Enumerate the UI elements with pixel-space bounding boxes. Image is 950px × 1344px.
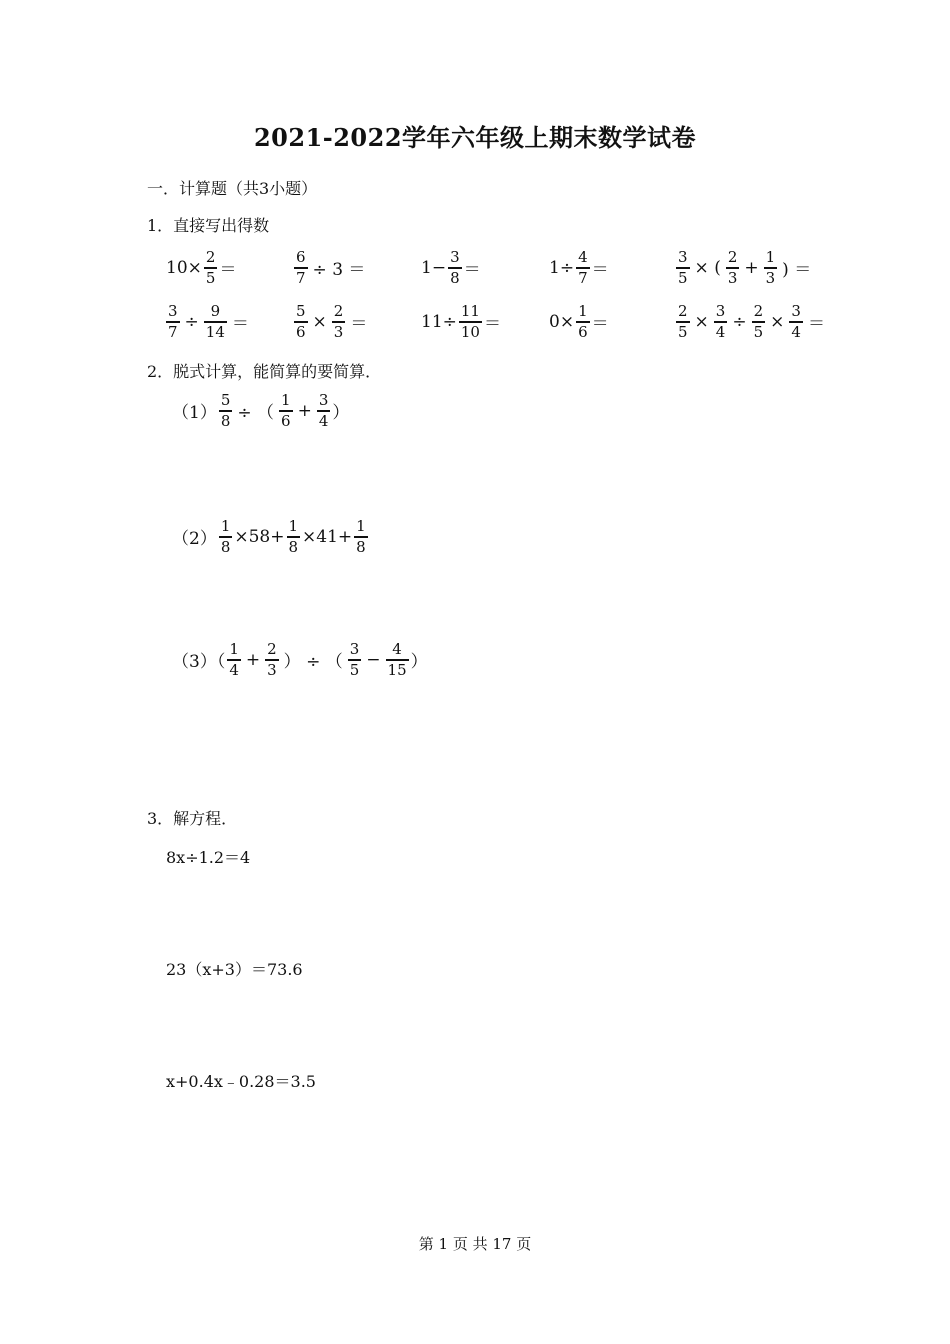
fraction: $\frac{2}{3}$ (727, 248, 738, 287)
q1-item-9: 0× $\frac{1}{6}$ ＝ (549, 302, 609, 341)
question-1-label: 1．直接写出得数 (147, 216, 270, 235)
fraction: $\frac{3}{4}$ (318, 391, 329, 430)
q2-problem-3: （3）（ $\frac{1}{4}$ + $\frac{2}{3}$ ） ÷ （ $\frac{3}{5}$ − $\frac{4}{15}$ ） (172, 640, 428, 679)
fraction: $\frac{9}{14}$ (205, 302, 225, 341)
q1-item-7: $\frac{5}{6}$ × $\frac{2}{3}$ ＝ (296, 302, 368, 341)
fraction: $\frac{2}{3}$ (267, 640, 277, 679)
fraction: $\frac{1}{6}$ (578, 302, 588, 341)
fraction: $\frac{5}{8}$ (220, 391, 231, 430)
q1-item-8: 11÷ $\frac{11}{10}$ ＝ (421, 302, 501, 341)
q1-item-3: 1− $\frac{3}{8}$ ＝ (421, 248, 481, 287)
equation-3: x+0.4x﹣0.28＝3.5 (166, 1072, 316, 1091)
fraction: $\frac{3}{5}$ (349, 640, 360, 679)
fraction: $\frac{1}{6}$ (281, 391, 291, 430)
page-footer: 第 1 页 共 17 页 (418, 1235, 532, 1253)
fraction: $\frac{6}{7}$ (296, 248, 306, 287)
fraction: $\frac{1}{8}$ (220, 517, 231, 556)
fraction: $\frac{3}{8}$ (450, 248, 460, 287)
q1-item-10: $\frac{2}{5}$ × $\frac{3}{4}$ ÷ $\frac{2}{5}$ × $\frac{3}{4}$ ＝ (678, 302, 825, 341)
fraction: $\frac{11}{10}$ (460, 302, 480, 341)
fraction: $\frac{2}{5}$ (678, 302, 688, 341)
fraction: $\frac{2}{3}$ (333, 302, 344, 341)
fraction: $\frac{3}{4}$ (715, 302, 726, 341)
q1-item-2: $\frac{6}{7}$ ÷ 3 ＝ (296, 248, 366, 287)
q2-problem-1: （1） $\frac{5}{8}$ ÷ （ $\frac{1}{6}$ + $\frac{3}{4}$ ） (172, 391, 350, 430)
fraction: $\frac{1}{8}$ (288, 517, 299, 556)
fraction: $\frac{1}{8}$ (356, 517, 366, 556)
fraction: $\frac{5}{6}$ (296, 302, 306, 341)
fraction: $\frac{1}{3}$ (765, 248, 776, 287)
fraction: $\frac{3}{7}$ (168, 302, 178, 341)
section-heading: 一．计算题（共3小题） (147, 179, 318, 198)
q1-item-4: 1÷ $\frac{4}{7}$ ＝ (549, 248, 609, 287)
question-2-label: 2．脱式计算，能简算的要简算． (147, 362, 382, 381)
fraction: $\frac{2}{5}$ (753, 302, 764, 341)
page-title: 2021-2022学年六年级上期末数学试卷 (253, 123, 697, 152)
fraction: $\frac{4}{15}$ (387, 640, 407, 679)
fraction: $\frac{2}{5}$ (205, 248, 216, 287)
fraction: $\frac{3}{4}$ (791, 302, 801, 341)
q1-item-5: $\frac{3}{5}$ × ( $\frac{2}{3}$ + $\frac{1}{3}$ ) ＝ (678, 248, 812, 287)
question-3-label: 3．解方程． (147, 809, 238, 828)
q1-item-6: $\frac{3}{7}$ ÷ $\frac{9}{14}$ ＝ (168, 302, 249, 341)
fraction: $\frac{3}{5}$ (678, 248, 688, 287)
q2-problem-2: （2） $\frac{1}{8}$ ×58+ $\frac{1}{8}$ ×41+ $\frac{1}{8}$ (172, 517, 366, 556)
equation-1: 8x÷1.2＝4 (166, 848, 251, 867)
q1-item-1: 10× $\frac{2}{5}$ ＝ (166, 248, 237, 287)
equation-2: 23（x+3）＝73.6 (166, 960, 303, 979)
fraction: $\frac{4}{7}$ (578, 248, 588, 287)
fraction: $\frac{1}{4}$ (229, 640, 239, 679)
